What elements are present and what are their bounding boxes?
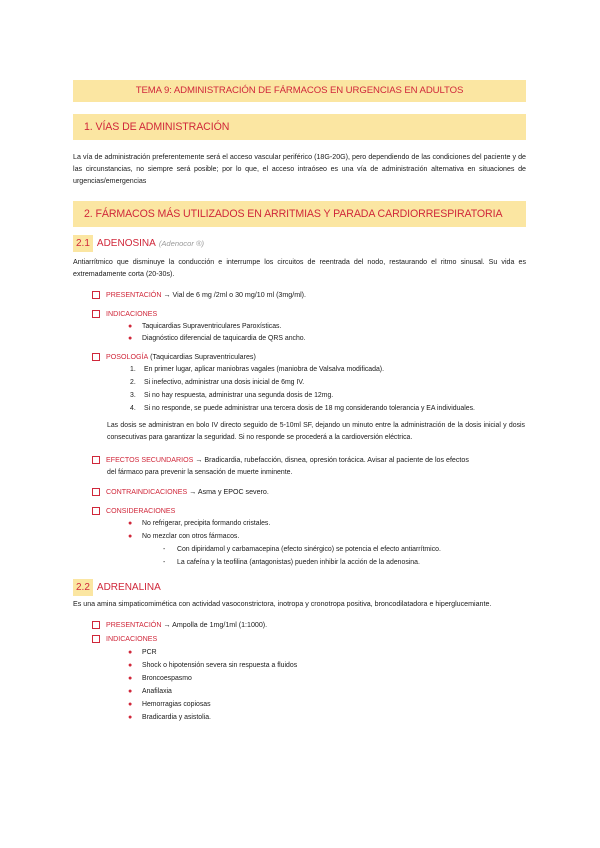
- presentacion-label: PRESENTACIÓN: [106, 621, 162, 629]
- posologia-note: Las dosis se administran en bolo IV directo seguido de 5-10ml SF, dejando un minuto entre la administración de la dosis inicial y dosis consecutivas para garantizar la seguridad. Si no responde se procederá a la cardioversión eléctrica.: [107, 422, 525, 441]
- contraindicaciones-text: → Asma y EPOC severo.: [189, 488, 269, 496]
- checkbox-icon[interactable]: [92, 488, 100, 496]
- checkbox-icon[interactable]: [92, 353, 100, 361]
- section-1-heading: 1. VÍAS DE ADMINISTRACIÓN: [73, 114, 526, 140]
- checkbox-icon[interactable]: [92, 310, 100, 318]
- efectos-label: EFECTOS SECUNDARIOS: [106, 456, 194, 464]
- posologia-subtitle: (Taquicardias Supraventriculares): [150, 353, 256, 361]
- presentacion-text: → Ampolla de 1mg/1ml (1:1000).: [163, 621, 268, 629]
- adenosina-consideraciones: [92, 505, 175, 517]
- list-item: ● Shock o hipotensión severa sin respuesta a fluidos: [128, 660, 297, 672]
- adenosina-contraindicaciones: [92, 486, 269, 498]
- subsection-number: 2.2: [73, 579, 93, 596]
- section-2-heading: 2. FÁRMACOS MÁS UTILIZADOS EN ARRITMIAS Y PARADA CARDIORRESPIRATORIA: [73, 201, 526, 227]
- adenosina-efectos: [92, 454, 469, 466]
- checkbox-icon[interactable]: [92, 507, 100, 515]
- section-1-text: La vía de administración preferentemente será el acceso vascular periférico (18G-20G), pero dependiendo de las condiciones del paciente y de las circunstancias, no siempre será posible; por lo que, el acceso intraóseo es una vía de administración alternativa en situaciones de urgencias/emergencias: [73, 153, 526, 185]
- bullet-icon: ●: [128, 520, 133, 527]
- presentacion-label: PRESENTACIÓN: [106, 291, 162, 299]
- posologia-label: POSOLOGÍA: [106, 353, 149, 361]
- list-item: 4. Si no responde, se puede administrar una tercera dosis de 18 mg considerando tolerancia y EA individuales.: [130, 405, 475, 412]
- list-item: ● Taquicardias Supraventriculares Paroxísticas.: [128, 321, 281, 333]
- subsection-adenosina-heading: [73, 234, 204, 252]
- list-item: 3. Si no hay respuesta, administrar una segunda dosis de 12mg.: [130, 392, 334, 399]
- bullet-icon: ●: [128, 701, 133, 708]
- adenosina-intro: Antiarrítmico que disminuye la conducción e interrumpe los circuitos de reentrada del nodo, restaurando el ritmo sinusal. Su vida es extremadamente corta (20-30s).: [73, 258, 526, 278]
- bullet-icon: ●: [128, 323, 133, 330]
- list-item: ● No refrigerar, precipita formando cristales.: [128, 518, 270, 530]
- subsection-adrenalina-heading: [73, 578, 161, 596]
- checkbox-icon[interactable]: [92, 635, 100, 643]
- bullet-icon: ●: [128, 649, 133, 656]
- bullet-icon: ●: [128, 662, 133, 669]
- list-item: ● Hemorragias copiosas: [128, 699, 211, 711]
- bullet-icon: ●: [128, 533, 133, 540]
- adenosina-indicaciones: [92, 308, 157, 320]
- checkbox-icon[interactable]: [92, 456, 100, 464]
- subsection-number: 2.1: [73, 235, 93, 252]
- efectos-text-continued: del fármaco para prevenir la sensación de muerte inminente.: [107, 469, 293, 476]
- list-item: ● PCR: [128, 647, 157, 659]
- adrenalina-intro: Es una amina simpaticomimética con actividad vasoconstrictora, inotropa y cronotropa positiva, broncodilatadora e hiperglucemiante.: [73, 600, 492, 608]
- indicaciones-label: INDICACIONES: [106, 310, 158, 318]
- bullet-icon: ●: [128, 675, 133, 682]
- adrenalina-presentacion: [92, 619, 267, 631]
- adrenalina-indicaciones: [92, 633, 157, 645]
- consideraciones-label: CONSIDERACIONES: [106, 507, 176, 515]
- brand-name: (Adenocor ®): [158, 238, 205, 248]
- contraindicaciones-label: CONTRAINDICACIONES: [106, 488, 188, 496]
- bullet-icon: ●: [128, 714, 133, 721]
- bullet-icon: ●: [128, 335, 133, 342]
- list-item: ● Broncoespasmo: [128, 673, 192, 685]
- indicaciones-label: INDICACIONES: [106, 635, 158, 643]
- checkbox-icon[interactable]: [92, 621, 100, 629]
- subsection-title: ADRENALINA: [96, 581, 161, 593]
- adenosina-posologia: [92, 351, 256, 363]
- list-item: 1. En primer lugar, aplicar maniobras vagales (maniobra de Valsalva modificada).: [130, 366, 385, 373]
- list-item: 2. Si inefectivo, administrar una dosis inicial de 6mg IV.: [130, 379, 305, 386]
- document-title: TEMA 9: ADMINISTRACIÓN DE FÁRMACOS EN URGENCIAS EN ADULTOS: [73, 80, 526, 102]
- list-item: ● Anafilaxia: [128, 686, 172, 698]
- subsection-title: ADENOSINA: [96, 237, 156, 249]
- list-item: ● No mezclar con otros fármacos.: [128, 531, 239, 543]
- list-item: ● Diagnóstico diferencial de taquicardia de QRS ancho.: [128, 333, 306, 345]
- adenosina-presentacion: [92, 289, 306, 301]
- presentacion-text: → Vial de 6 mg /2ml o 30 mg/10 ml (3mg/ml).: [163, 291, 307, 299]
- sub-list-item: - La cafeína y la teofilina (antagonistas) pueden inhibir la acción de la adenosina.: [163, 559, 420, 566]
- efectos-text: → Bradicardia, rubefacción, disnea, opresión torácica. Avisar al paciente de los efectos: [195, 456, 469, 464]
- checkbox-icon[interactable]: [92, 291, 100, 299]
- list-item: ● Bradicardia y asistolia.: [128, 712, 211, 724]
- sub-list-item: - Con dipiridamol y carbamacepina (efecto sinérgico) se potencia el efecto antiarrítmico.: [163, 546, 441, 553]
- bullet-icon: ●: [128, 688, 133, 695]
